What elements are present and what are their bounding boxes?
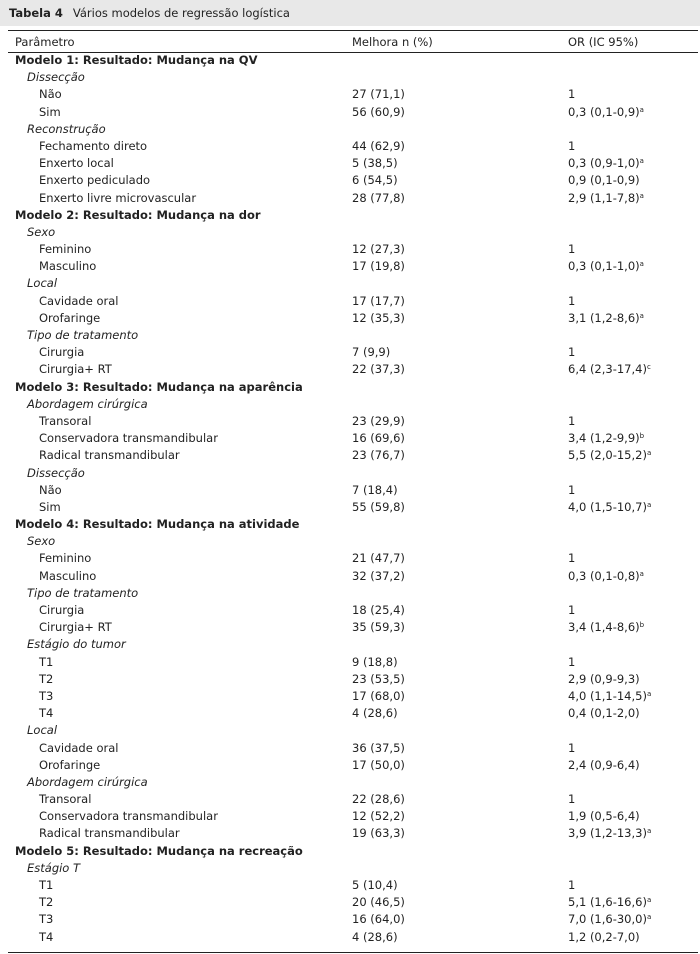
odds-ratio-cell: [568, 104, 644, 121]
odds-ratio-value: 3,4 (1,2-9,9): [568, 431, 640, 446]
significance-marker: a: [639, 191, 644, 200]
parameter-cell: Cavidade oral: [39, 740, 119, 755]
group-heading-row: [0, 465, 700, 482]
improvement-cell: 18 (25,4): [352, 603, 405, 617]
parameter-cell: Fechamento direto: [39, 138, 148, 153]
group-heading-row: [0, 121, 700, 138]
odds-ratio-cell: [568, 361, 651, 378]
parameter-cell: Feminino: [39, 242, 92, 257]
odds-ratio-cell: [568, 293, 575, 310]
improvement-cell: 32 (37,2): [352, 568, 405, 583]
table-row: [0, 241, 700, 258]
improvement-cell: 17 (17,7): [352, 293, 405, 308]
odds-ratio-cell: [568, 808, 640, 825]
improvement-cell: 23 (29,9): [352, 413, 405, 428]
improvement-cell: 5 (38,5): [352, 156, 398, 171]
group-heading-row: [0, 636, 700, 653]
table-label: Tabela 4: [9, 6, 63, 20]
header-melhora: Melhora n (%): [352, 35, 433, 49]
significance-marker: a: [646, 896, 652, 905]
group-title: Abordagem cirúrgica: [27, 396, 148, 411]
odds-ratio-value: 0,3 (0,1-0,9): [568, 104, 640, 119]
table-body: [0, 52, 700, 946]
group-title: Tipo de tratamento: [27, 585, 139, 600]
odds-ratio-value: 1: [568, 654, 576, 669]
improvement-cell: 55 (59,8): [352, 499, 405, 514]
table-row: [0, 258, 700, 275]
improvement-cell: 7 (18,4): [352, 482, 398, 497]
odds-ratio-value: 1: [568, 740, 576, 755]
table-row: [0, 447, 700, 464]
odds-ratio-value: 1: [568, 293, 576, 308]
parameter-cell: Sim: [39, 104, 61, 119]
model-title: Modelo 5: Resultado: Mudança na recreação: [15, 843, 303, 858]
odds-ratio-value: 5,1 (1,6-16,6): [568, 895, 647, 910]
table-row: [0, 172, 700, 189]
odds-ratio-value: 1,9 (0,5-6,4): [568, 809, 640, 824]
odds-ratio-cell: [568, 602, 575, 619]
parameter-cell: T1: [39, 878, 54, 892]
odds-ratio-cell: [568, 911, 651, 928]
significance-marker: a: [639, 105, 644, 114]
significance-marker: a: [646, 689, 652, 698]
odds-ratio-value: 4,0 (1,5-10,7): [568, 499, 647, 514]
model-heading-row: [0, 516, 700, 533]
group-title: Local: [27, 723, 58, 738]
odds-ratio-value: 1: [568, 792, 576, 807]
improvement-cell: 17 (68,0): [352, 688, 405, 703]
odds-ratio-cell: [568, 344, 575, 361]
table-row: [0, 894, 700, 911]
table-row: [0, 155, 700, 172]
improvement-cell: 16 (64,0): [352, 912, 405, 927]
improvement-cell: 21 (47,7): [352, 551, 405, 566]
parameter-cell: Masculino: [39, 259, 97, 274]
group-heading-row: [0, 860, 700, 877]
odds-ratio-cell: [568, 190, 644, 207]
significance-marker: a: [639, 260, 644, 269]
group-title: Tipo de tratamento: [27, 328, 139, 342]
significance-marker: a: [639, 311, 644, 320]
group-title: Sexo: [27, 534, 56, 549]
odds-ratio-value: 0,9 (0,1-0,9): [568, 173, 640, 188]
odds-ratio-value: 2,4 (0,9-6,4): [568, 757, 640, 772]
table-row: [0, 430, 700, 447]
model-title: Modelo 2: Resultado: Mudança na dor: [15, 207, 261, 222]
odds-ratio-value: 1: [568, 603, 576, 617]
odds-ratio-cell: [568, 619, 644, 636]
odds-ratio-cell: [568, 550, 575, 567]
table-row: [0, 688, 700, 705]
odds-ratio-value: 1: [568, 551, 576, 566]
improvement-cell: 28 (77,8): [352, 190, 405, 205]
improvement-cell: 6 (54,5): [352, 173, 398, 188]
odds-ratio-cell: [568, 258, 644, 275]
table-caption: [9, 6, 290, 20]
odds-ratio-cell: [568, 413, 575, 430]
parameter-cell: Transoral: [39, 413, 92, 428]
parameter-cell: T1: [39, 654, 54, 669]
parameter-cell: T2: [39, 895, 54, 910]
group-heading-row: [0, 533, 700, 550]
significance-marker: b: [639, 621, 645, 630]
table-row: [0, 190, 700, 207]
parameter-cell: Masculino: [39, 568, 97, 583]
improvement-cell: 22 (37,3): [352, 362, 405, 377]
odds-ratio-cell: [568, 757, 640, 774]
group-heading-row: [0, 774, 700, 791]
group-title: Abordagem cirúrgica: [27, 774, 148, 789]
odds-ratio-cell: [568, 172, 640, 189]
odds-ratio-value: 1: [568, 878, 576, 892]
odds-ratio-cell: [568, 482, 575, 499]
table-row: [0, 740, 700, 757]
table-row: [0, 705, 700, 722]
parameter-cell: Cirurgia+ RT: [39, 620, 112, 635]
parameter-cell: Enxerto local: [39, 156, 114, 171]
odds-ratio-cell: [568, 499, 651, 516]
parameter-cell: Radical transmandibular: [39, 826, 180, 841]
group-title: Dissecção: [27, 465, 85, 480]
improvement-cell: 17 (19,8): [352, 259, 405, 274]
odds-ratio-cell: [568, 155, 644, 172]
table-row: [0, 361, 700, 378]
odds-ratio-value: 4,0 (1,1-14,5): [568, 688, 647, 703]
group-title: Estágio T: [27, 860, 81, 875]
model-title: Modelo 3: Resultado: Mudança na aparência: [15, 379, 303, 394]
group-heading-row: [0, 722, 700, 739]
group-heading-row: [0, 327, 700, 344]
caption-bar: [0, 0, 700, 26]
group-title: Local: [27, 276, 58, 291]
improvement-cell: 12 (35,3): [352, 310, 405, 325]
odds-ratio-value: 0,4 (0,1-2,0): [568, 706, 640, 721]
odds-ratio-cell: [568, 894, 651, 911]
parameter-cell: Cavidade oral: [39, 293, 119, 308]
bottom-rule: [8, 952, 698, 953]
table-row: [0, 602, 700, 619]
significance-marker: a: [646, 500, 652, 509]
table-row: [0, 499, 700, 516]
table-row: [0, 293, 700, 310]
table-row: [0, 757, 700, 774]
odds-ratio-cell: [568, 241, 575, 258]
odds-ratio-value: 0,3 (0,9-1,0): [568, 156, 640, 171]
group-heading-row: [0, 585, 700, 602]
odds-ratio-cell: [568, 877, 575, 894]
top-rule: [8, 30, 698, 31]
parameter-cell: Sim: [39, 499, 61, 514]
parameter-cell: Orofaringe: [39, 757, 101, 772]
odds-ratio-cell: [568, 705, 640, 722]
header-parametro: Parâmetro: [15, 35, 75, 49]
improvement-cell: 20 (46,5): [352, 895, 405, 910]
improvement-cell: 27 (71,1): [352, 87, 405, 102]
odds-ratio-value: 3,1 (1,2-8,6): [568, 310, 640, 325]
odds-ratio-cell: [568, 929, 640, 946]
improvement-cell: 12 (52,2): [352, 809, 405, 824]
parameter-cell: T4: [39, 706, 54, 721]
header-or: OR (IC 95%): [568, 35, 639, 49]
improvement-cell: 12 (27,3): [352, 242, 405, 257]
model-heading-row: [0, 379, 700, 396]
odds-ratio-cell: [568, 310, 644, 327]
improvement-cell: 4 (28,6): [352, 929, 398, 944]
table-row: [0, 825, 700, 842]
significance-marker: b: [639, 432, 645, 441]
table-row: [0, 104, 700, 121]
improvement-cell: 4 (28,6): [352, 706, 398, 721]
parameter-cell: Radical transmandibular: [39, 448, 180, 463]
improvement-cell: 5 (10,4): [352, 878, 398, 892]
model-heading-row: [0, 52, 700, 69]
table-row: [0, 138, 700, 155]
table-row: [0, 413, 700, 430]
improvement-cell: 35 (59,3): [352, 620, 405, 635]
parameter-cell: Enxerto livre microvascular: [39, 190, 197, 205]
table-row: [0, 877, 700, 894]
model-title: Modelo 1: Resultado: Mudança na QV: [15, 53, 258, 67]
improvement-cell: 16 (69,6): [352, 431, 405, 446]
odds-ratio-value: 3,4 (1,4-8,6): [568, 620, 640, 635]
odds-ratio-value: 1: [568, 87, 576, 102]
odds-ratio-value: 0,3 (0,1-0,8): [568, 568, 640, 583]
improvement-cell: 23 (53,5): [352, 671, 405, 686]
significance-marker: c: [646, 363, 651, 372]
significance-marker: a: [646, 449, 652, 458]
improvement-cell: 19 (63,3): [352, 826, 405, 841]
odds-ratio-cell: [568, 430, 644, 447]
parameter-cell: Conservadora transmandibular: [39, 809, 218, 824]
odds-ratio-value: 1: [568, 138, 576, 153]
odds-ratio-cell: [568, 825, 651, 842]
parameter-cell: Cirurgia+ RT: [39, 362, 112, 377]
parameter-cell: T2: [39, 671, 54, 686]
odds-ratio-value: 1: [568, 413, 576, 428]
odds-ratio-value: 3,9 (1,2-13,3): [568, 826, 647, 841]
table-row: [0, 568, 700, 585]
group-heading-row: [0, 224, 700, 241]
odds-ratio-value: 1: [568, 482, 576, 497]
parameter-cell: Enxerto pediculado: [39, 173, 151, 188]
table-row: [0, 344, 700, 361]
odds-ratio-cell: [568, 86, 575, 103]
odds-ratio-value: 0,3 (0,1-1,0): [568, 259, 640, 274]
parameter-cell: T4: [39, 929, 54, 944]
odds-ratio-cell: [568, 740, 575, 757]
odds-ratio-value: 6,4 (2,3-17,4): [568, 362, 647, 377]
table-row: [0, 671, 700, 688]
parameter-cell: Transoral: [39, 792, 92, 807]
parameter-cell: Feminino: [39, 551, 92, 566]
table-row: [0, 550, 700, 567]
odds-ratio-cell: [568, 671, 640, 688]
group-title: Reconstrução: [27, 121, 106, 136]
improvement-cell: 17 (50,0): [352, 757, 405, 772]
table-row: [0, 482, 700, 499]
table-row: [0, 911, 700, 928]
table-row: [0, 619, 700, 636]
odds-ratio-value: 2,9 (1,1-7,8): [568, 190, 640, 205]
group-heading-row: [0, 396, 700, 413]
improvement-cell: 7 (9,9): [352, 345, 391, 360]
group-title: Dissecção: [27, 70, 85, 85]
parameter-cell: Cirurgia: [39, 345, 85, 360]
odds-ratio-value: 2,9 (0,9-9,3): [568, 671, 640, 686]
group-title: Sexo: [27, 224, 56, 239]
odds-ratio-value: 1: [568, 345, 576, 360]
odds-ratio-value: 7,0 (1,6-30,0): [568, 912, 647, 927]
odds-ratio-cell: [568, 688, 651, 705]
improvement-cell: 56 (60,9): [352, 104, 405, 119]
significance-marker: a: [639, 569, 644, 578]
parameter-cell: Cirurgia: [39, 603, 85, 617]
parameter-cell: T3: [39, 912, 54, 927]
odds-ratio-cell: [568, 791, 575, 808]
table-row: [0, 86, 700, 103]
improvement-cell: 23 (76,7): [352, 448, 405, 463]
odds-ratio-value: 1: [568, 242, 576, 257]
parameter-cell: Não: [39, 482, 62, 497]
improvement-cell: 9 (18,8): [352, 654, 398, 669]
significance-marker: a: [639, 157, 644, 166]
group-title: Estágio do tumor: [27, 637, 126, 652]
parameter-cell: Não: [39, 87, 62, 102]
model-heading-row: [0, 207, 700, 224]
odds-ratio-value: 1,2 (0,2-7,0): [568, 929, 640, 944]
significance-marker: a: [646, 827, 652, 836]
parameter-cell: T3: [39, 688, 54, 703]
parameter-cell: Orofaringe: [39, 310, 101, 325]
table-row: [0, 791, 700, 808]
group-heading-row: [0, 69, 700, 86]
model-title: Modelo 4: Resultado: Mudança na atividade: [15, 517, 300, 532]
odds-ratio-cell: [568, 654, 575, 671]
improvement-cell: 36 (37,5): [352, 740, 405, 755]
model-heading-row: [0, 843, 700, 860]
improvement-cell: 22 (28,6): [352, 792, 405, 807]
odds-ratio-cell: [568, 447, 651, 464]
table-row: [0, 808, 700, 825]
table-row: [0, 310, 700, 327]
improvement-cell: 44 (62,9): [352, 138, 405, 153]
table-row: [0, 654, 700, 671]
significance-marker: a: [646, 913, 652, 922]
table-row: [0, 929, 700, 946]
table-title: Vários modelos de regressão logística: [72, 6, 290, 20]
odds-ratio-cell: [568, 568, 644, 585]
group-heading-row: [0, 275, 700, 292]
odds-ratio-value: 5,5 (2,0-15,2): [568, 448, 647, 463]
parameter-cell: Conservadora transmandibular: [39, 431, 218, 446]
odds-ratio-cell: [568, 138, 575, 155]
